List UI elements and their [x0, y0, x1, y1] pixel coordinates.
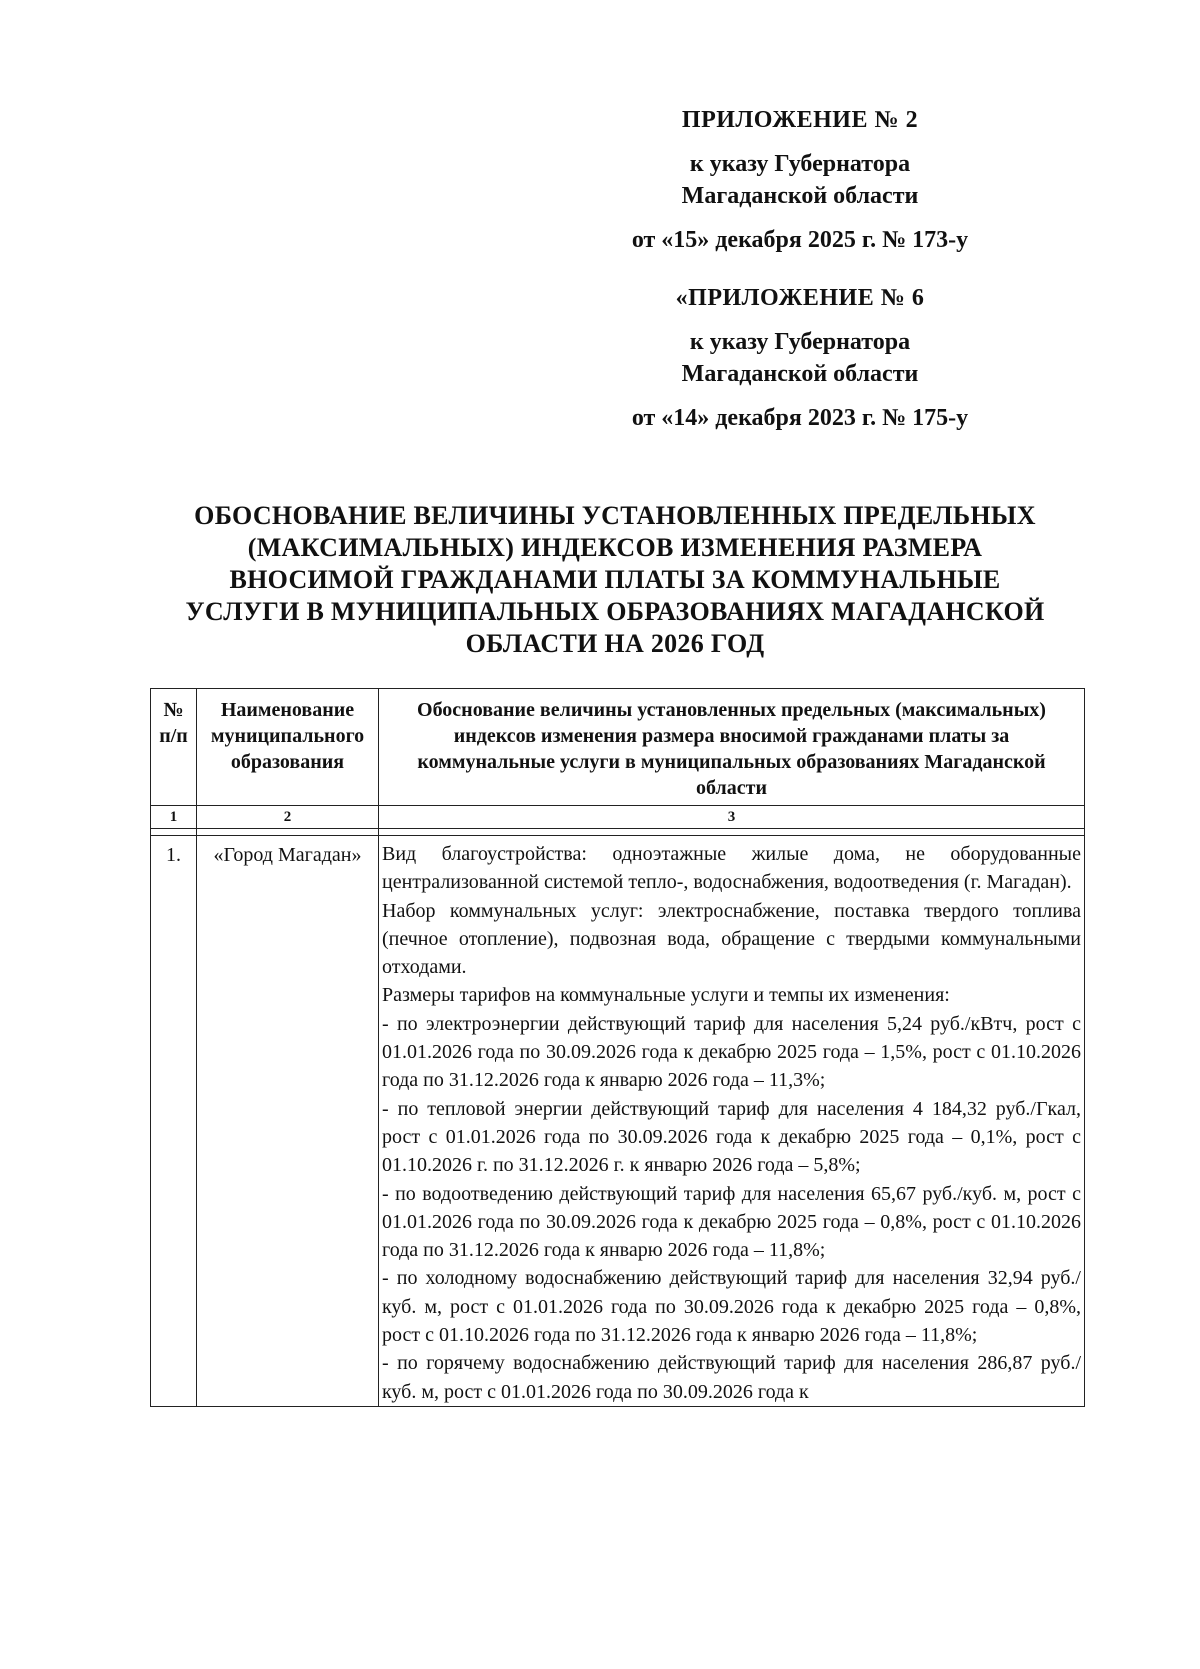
appendix-old-title: «ПРИЛОЖЕНИЕ № 6	[675, 285, 925, 311]
justification-paragraph: - по водоотведению действующий тариф для населения 65,67 руб./куб. м, рост с 01.01.2026 года по 30.09.2026 года к декабрю 2025 года – 0,8%, рост с 01.10.2026 года по 31.12.2026 года к январю 2026 года – 11,8%;	[382, 1182, 1081, 1262]
appendix-old-line2: Магаданской области	[681, 361, 919, 387]
appendix-new-block	[620, 104, 980, 256]
row-municipality: «Город Магадан»	[197, 836, 379, 1407]
row-justification	[379, 836, 1085, 1407]
justification-paragraph: Вид благоустройства: одноэтажные жилые дома, не оборудованные централизованной системой тепло-, водоснабжения, водоотведения (г. Магадан).	[382, 843, 1081, 894]
row-number: 1.	[151, 836, 197, 1407]
justification-paragraph: Набор коммунальных услуг: электроснабжение, поставка твердого топлива (печное отопление), подвозная вода, обращение с твердыми коммунальными отходами.	[382, 899, 1081, 979]
document-title-line: ОБОСНОВАНИЕ ВЕЛИЧИНЫ УСТАНОВЛЕННЫХ ПРЕДЕЛЬНЫХ	[194, 501, 1036, 530]
justification-paragraph: - по тепловой энергии действующий тариф для населения 4 184,32 руб./Гкал, рост с 01.01.2026 года по 30.09.2026 года к декабрю 2025 года – 0,1%, рост с 01.10.2026 г. по 31.12.2026 г. к январю 2026 года – 5,8%;	[382, 1097, 1081, 1177]
justification-table	[150, 688, 1085, 1407]
column-number: 3	[379, 806, 1085, 829]
spacer-row	[151, 829, 1085, 836]
document-title-line: ОБЛАСТИ НА 2026 ГОД	[465, 629, 765, 658]
table-header-row	[151, 689, 1085, 806]
header-col-justification: Обоснование величины установленных предельных (максимальных) индексов изменения размера вносимой гражданами платы за коммунальные услуги в муниципальных образованиях Магаданской области	[379, 689, 1085, 806]
appendix-new-title: ПРИЛОЖЕНИЕ № 2	[681, 107, 919, 133]
column-number: 1	[151, 806, 197, 829]
document-title-line: УСЛУГИ В МУНИЦИПАЛЬНЫХ ОБРАЗОВАНИЯХ МАГАДАНСКОЙ	[185, 597, 1045, 626]
document-title	[150, 500, 1080, 660]
appendix-new-line2: Магаданской области	[681, 183, 919, 209]
appendix-old-line1: к указу Губернатора	[689, 329, 911, 355]
justification-paragraph: - по горячему водоснабжению действующий тариф для населения 286,87 руб./куб. м, рост с 01.01.2026 года по 30.09.2026 года к	[382, 1352, 1081, 1403]
justification-paragraph: Размеры тарифов на коммунальные услуги и темпы их изменения:	[382, 984, 950, 1007]
justification-paragraph: - по холодному водоснабжению действующий тариф для населения 32,94 руб./куб. м, рост с 01.01.2026 года по 30.09.2026 года к декабрю 2025 года – 0,8%, рост с 01.10.2026 года по 31.12.2026 года к январю 2026 года – 11,8%;	[382, 1267, 1081, 1347]
header-col-number: № п/п	[151, 689, 197, 806]
document-title-line: ВНОСИМОЙ ГРАЖДАНАМИ ПЛАТЫ ЗА КОММУНАЛЬНЫЕ	[229, 565, 1001, 594]
column-number: 2	[197, 806, 379, 829]
document-title-line: (МАКСИМАЛЬНЫХ) ИНДЕКСОВ ИЗМЕНЕНИЯ РАЗМЕРА	[247, 533, 983, 562]
header-col-municipality: Наименование муниципального образования	[197, 689, 379, 806]
column-number-row	[151, 806, 1085, 829]
appendix-new-line1: к указу Губернатора	[689, 151, 911, 177]
table-row	[151, 836, 1085, 1407]
appendix-old-block	[620, 282, 980, 434]
appendix-new-line3: от «15» декабря 2025 г. № 173-у	[631, 227, 969, 253]
justification-paragraph: - по электроэнергии действующий тариф для населения 5,24 руб./кВтч, рост с 01.01.2026 года по 30.09.2026 года к декабрю 2025 года – 1,5%, рост с 01.10.2026 года по 31.12.2026 года к январю 2026 года – 11,3%;	[382, 1012, 1081, 1092]
appendix-old-line3: от «14» декабря 2023 г. № 175-у	[631, 405, 969, 431]
